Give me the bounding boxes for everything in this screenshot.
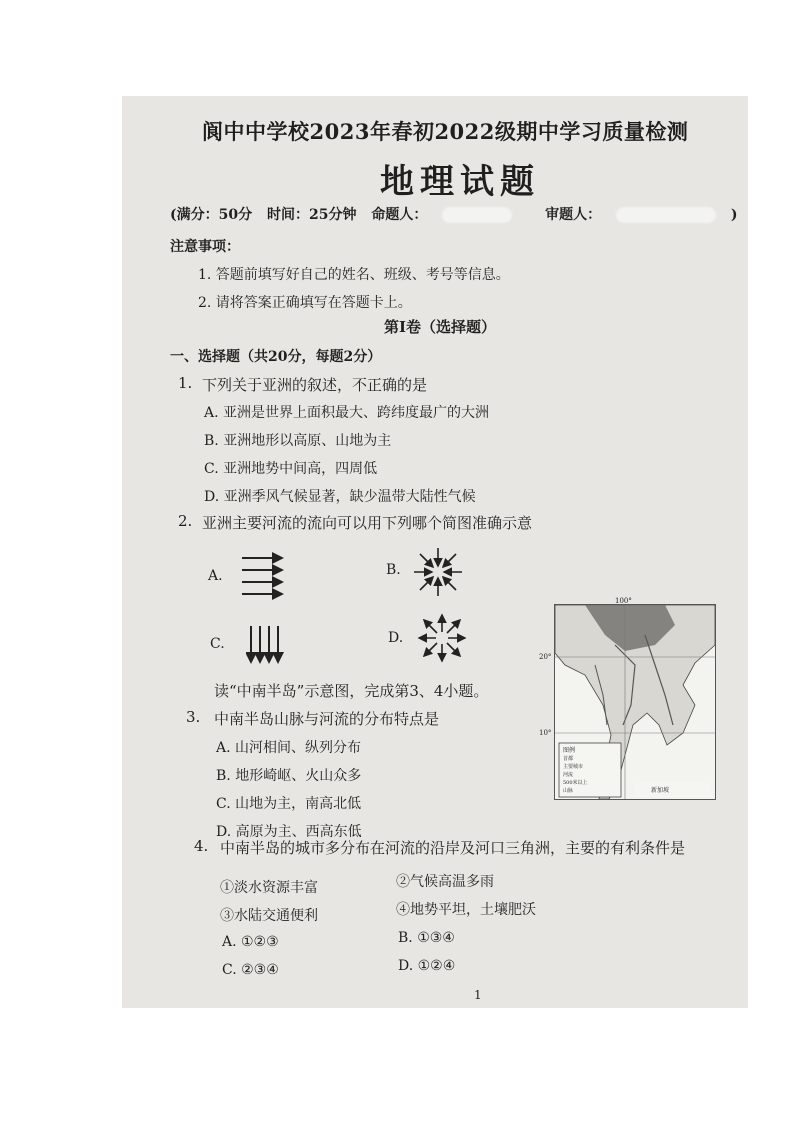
author-label: 命题人： — [371, 207, 428, 223]
legend-item: 河流 — [563, 772, 574, 778]
full-score: (满分：50分 — [170, 207, 253, 223]
condition: ②气候高温多雨 — [396, 874, 494, 890]
condition: ③水陆交通便利 — [220, 908, 318, 924]
condition: ①淡水资源丰富 — [220, 880, 318, 896]
question-number: 4. — [194, 837, 209, 855]
close-paren: ) — [730, 207, 738, 223]
question-number: 3. — [186, 708, 201, 726]
option: B. 地形崎岖、火山众多 — [216, 768, 362, 784]
option: D. 高原为主、西高东低 — [216, 824, 362, 840]
converging-arrows-icon — [412, 546, 464, 598]
singapore-label: 新加坡 — [651, 787, 670, 794]
option: D. ①②④ — [398, 958, 456, 974]
section-heading: 一、选择题（共20分，每题2分） — [170, 349, 382, 365]
exam-time: 时间：25分钟 — [266, 207, 357, 223]
reviewer-label: 审题人： — [545, 207, 602, 223]
option-label: C. — [210, 636, 225, 652]
question-number: 2. — [178, 512, 193, 530]
exam-info-row — [170, 204, 747, 224]
question-stem: 亚洲主要河流的流向可以用下列哪个简图准确示意 — [202, 514, 533, 532]
legend-item: 首都 — [563, 756, 574, 762]
parallel-arrows-right-icon — [240, 552, 288, 600]
indochina-map — [539, 597, 716, 800]
radiating-arrows-icon — [416, 612, 468, 664]
legend-title: 图例 — [563, 747, 576, 754]
latitude-label: 20° — [539, 653, 552, 661]
condition: ④地势平坦，土壤肥沃 — [396, 902, 536, 918]
latitude-label: 10° — [539, 729, 552, 737]
part-title: 第Ⅰ卷（选择题） — [384, 318, 497, 336]
option: B. ①③④ — [398, 930, 455, 946]
option-label: D. — [388, 630, 404, 646]
option: A. 山河相间、纵列分布 — [216, 740, 362, 756]
subject-title: 地理试题 — [380, 162, 540, 202]
question-number: 1. — [178, 374, 193, 392]
option: D. 亚洲季风气候显著，缺少温带大陆性气候 — [204, 489, 476, 505]
longitude-label: 100° — [615, 597, 632, 605]
notice-item: 1. 答题前填写好自己的姓名、班级、考号等信息。 — [198, 267, 510, 283]
notice-heading: 注意事项： — [170, 239, 240, 255]
map-intro: 读“中南半岛”示意图，完成第3、4小题。 — [214, 682, 489, 700]
question-stem: 中南半岛山脉与河流的分布特点是 — [214, 710, 440, 728]
parallel-arrows-down-icon — [246, 624, 288, 668]
option: C. 山地为主，南高北低 — [216, 796, 362, 812]
option: B. 亚洲地形以高原、山地为主 — [204, 433, 392, 449]
reviewer-redacted — [616, 207, 716, 223]
school-title: 阆中中学校2023年春初2022级期中学习质量检测 — [202, 119, 689, 144]
legend-item: 主要城市 — [563, 764, 584, 770]
option: C. 亚洲地势中间高，四周低 — [204, 461, 378, 477]
question-stem: 中南半岛的城市多分布在河流的沿岸及河口三角洲，主要的有利条件是 — [220, 839, 686, 857]
notice-item: 2. 请将答案正确填写在答题卡上。 — [198, 295, 412, 311]
author-redacted — [442, 207, 512, 223]
option-label: B. — [386, 562, 401, 578]
option: C. ②③④ — [222, 962, 279, 978]
legend-item: 500米以上 — [563, 780, 588, 786]
option-label: A. — [208, 568, 223, 584]
legend-item: 山脉 — [563, 788, 574, 794]
question-stem: 下列关于亚洲的叙述，不正确的是 — [202, 376, 428, 394]
exam-paper — [122, 96, 748, 1008]
option: A. 亚洲是世界上面积最大、跨纬度最广的大洲 — [204, 405, 490, 421]
page-number: 1 — [474, 988, 482, 1002]
option: A. ①②③ — [222, 934, 279, 950]
